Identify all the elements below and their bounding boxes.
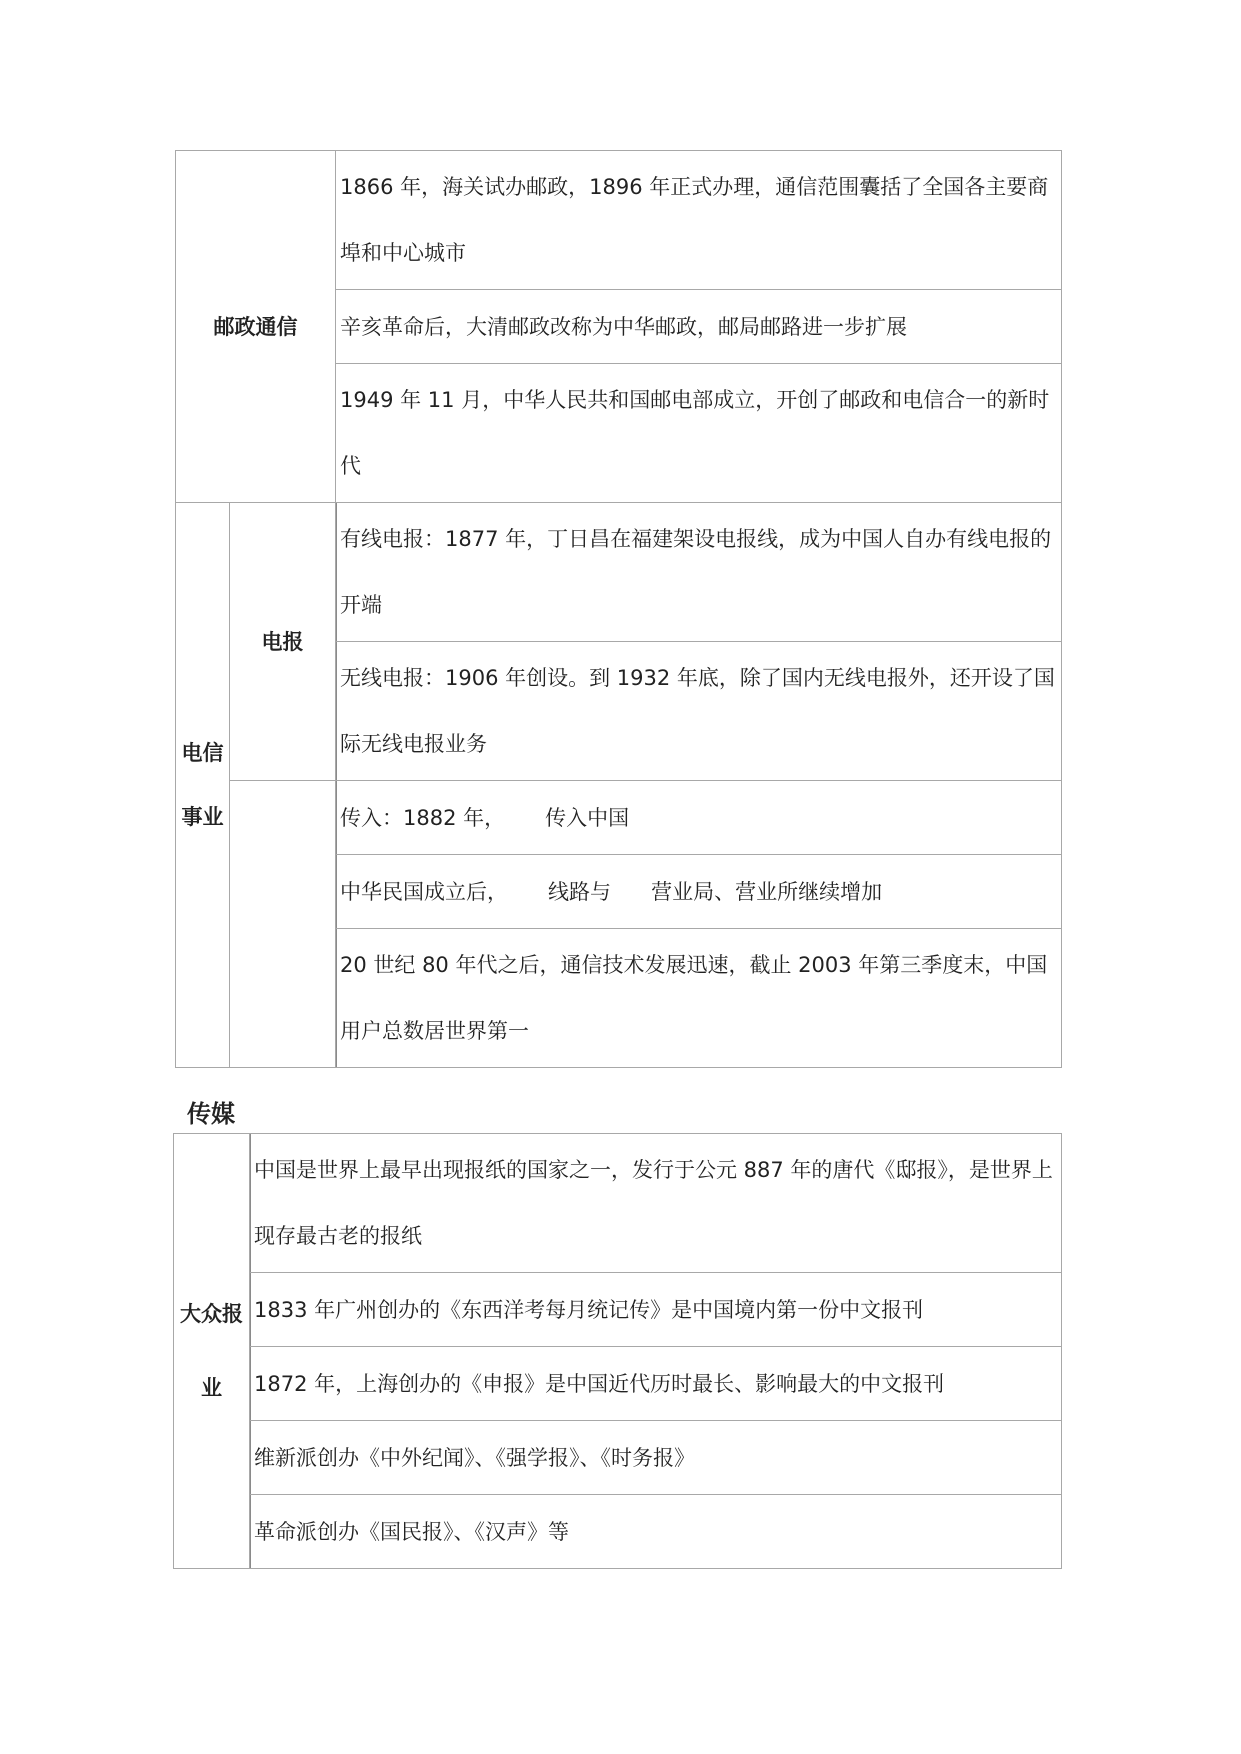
telecom-table — [175, 502, 1068, 1068]
telegraph-row-2-text: 无线电报：1906 年创设。到 1932 年底，除了国内无线电报外，还开设了国际无线电报业务 — [340, 666, 1055, 756]
postal-label — [176, 151, 336, 503]
newspaper-row-1-text: 中国是世界上最早出现报纸的国家之一，发行于公元 887 年的唐代《邸报》，是世界上现存最古老的报纸 — [254, 1158, 1053, 1248]
newspaper-row-3 — [250, 1347, 1062, 1421]
postal-table — [175, 150, 1062, 503]
telephone-row-2-text: 中华民国成立后， 线路与 营业局、营业所继续增加 — [340, 879, 883, 904]
newspaper-row-2 — [250, 1273, 1062, 1347]
telephone-label — [230, 781, 336, 1068]
telephone-row-3 — [336, 929, 1068, 1068]
postal-label-text: 邮政通信 — [213, 314, 298, 339]
telegraph-label — [230, 503, 336, 781]
telephone-row-1 — [336, 781, 1062, 855]
postal-row-2-text: 辛亥革命后，大清邮政改称为中华邮政，邮局邮路进一步扩展 — [340, 314, 907, 339]
postal-row-1 — [336, 151, 1062, 290]
newspaper-label — [174, 1134, 250, 1569]
postal-row-2 — [336, 290, 1062, 364]
postal-row-3-text: 1949 年 11 月，中华人民共和国邮电部成立，开创了邮政和电信合一的新时代 — [340, 388, 1050, 478]
telephone-row-1-text: 传入：1882 年， 传入中国 — [340, 805, 630, 830]
postal-row-3 — [336, 364, 1062, 503]
postal-row-1-text: 1866 年，海关试办邮政，1896 年正式办理，通信范围囊括了全国各主要商埠和中心城市 — [340, 175, 1049, 265]
telecom-label-text: 电信事业 — [181, 741, 224, 829]
newspaper-row-4 — [250, 1421, 1062, 1495]
telegraph-row-1 — [336, 503, 1062, 642]
telegraph-label-text: 电报 — [261, 629, 304, 654]
media-table — [173, 1133, 1062, 1569]
telecom-label — [176, 503, 230, 1068]
telephone-row-2 — [336, 855, 1062, 929]
newspaper-row-5 — [250, 1495, 1062, 1569]
newspaper-row-4-text: 维新派创办《中外纪闻》、《强学报》、《时务报》 — [254, 1445, 695, 1470]
newspaper-row-3-text: 1872 年，上海创办的《申报》是中国近代历时最长、影响最大的中文报刊 — [254, 1371, 945, 1396]
newspaper-row-1 — [250, 1134, 1062, 1273]
newspaper-row-2-text: 1833 年广州创办的《东西洋考每月统记传》是中国境内第一份中文报刊 — [254, 1297, 924, 1322]
newspaper-label-text: 大众报业 — [180, 1302, 243, 1400]
telegraph-row-1-text: 有线电报：1877 年，丁日昌在福建架设电报线，成为中国人自办有线电报的开端 — [340, 527, 1052, 617]
newspaper-row-5-text: 革命派创办《国民报》、《汉声》等 — [254, 1519, 569, 1544]
media-section-title: 传媒 — [187, 1100, 235, 1128]
telephone-row-3-text: 20 世纪 80 年代之后，通信技术发展迅速，截止 2003 年第三季度末，中国 用户总数居世界第一 — [340, 953, 1068, 1043]
telegraph-row-2 — [336, 642, 1062, 781]
